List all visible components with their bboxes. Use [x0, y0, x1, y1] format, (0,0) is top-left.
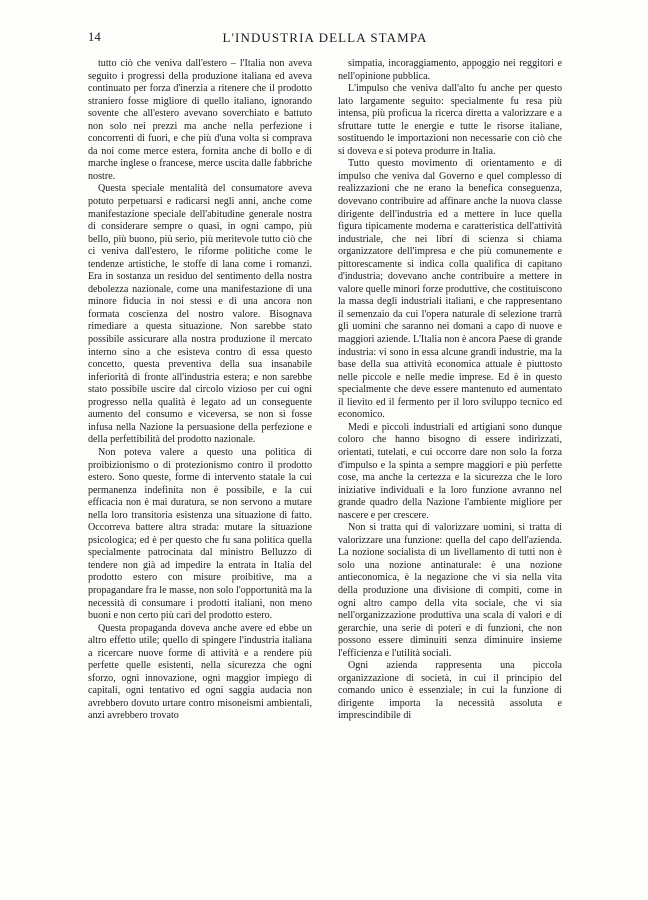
- paragraph: Questa speciale mentalità del consumatore aveva potuto perpetuarsi e radicarsi negli anni, anche come manifestazione speciale dell'abitudine generale nostra di considerare sempre o quasi, in ogni campo, più bello, più buono, più serio, più meritevole tutto ciò che ci veniva dall'estero, le riforme politiche come le tendenze artistiche, le stoffe di lana come i romanzi. Era in sostanza un residuo del sentimento della nostra debolezza nazionale, come una manifestazione di una minore fiducia in noi stessi e di una ancora non formata coscienza del nostro valore. Bisognava rimediare a questa situazione. Non sarebbe stato possibile assicurare alla nostra produzione il mercato interno sino a che esisteva contro di essa questo concetto, questa preventiva della sua insanabile inferiorità di fronte all'industria estera; e non sarebbe stato possibile uscire dal circolo vizioso per cui ogni progresso nella qualità è legato ad un conseguente aumento del consumo e viceversa, se non si fosse infusa nella Nazione la persuasione della perfezione e della perfettibilità del prodotto nazionale.: [88, 183, 312, 446]
- paragraph: L'impulso che veniva dall'alto fu anche per questo lato largamente seguito: specialmente fu resa più intensa, più proficua la ricerca diretta a valorizzare e a sfruttare tutte le energie e tutte le risorse italiane, sostituendo le importazioni non necessarie con ciò che si doveva e si poteva produrre in Italia.: [338, 83, 562, 157]
- paragraph: Non poteva valere a questo una politica di proibizionismo o di protezionismo contro il prodotto estero. Sono queste, forme di intervento statale la cui permanenza indefinita non è possibile, e la cui efficacia non è mai duratura, se non servono a mutare nella loro transitoria esistenza una situazione di fatto. Occorreva battere altra strada: mutare la situazione psicologica; ed è per questo che fu sana politica quella specialmente patrocinata dal ministro Belluzzo di tendere non già ad impedire la entrata in Italia del prodotto estero con misure proibitive, ma a propagandare fra le masse, non solo l'opportunità ma la necessità di consumare i prodotti italiani, non meno buoni e non certo più cari del prodotto estero.: [88, 446, 312, 622]
- paragraph: Ogni azienda rappresenta una piccola organizzazione di società, in cui il principio del comando unico è essenziale; in cui la funzione di dirigente importa la necessità assoluta e imprescindibile di: [338, 660, 562, 722]
- paragraph: Questa propaganda doveva anche avere ed ebbe un altro effetto utile; quello di spingere l'industria italiana a ricercare nuove forme di attività e a rendere più perfette quelle esistenti, nella sicurezza che ogni sforzo, ogni innovazione, ogni maggior impiego di capitali, ogni tentativo ed ogni saggia audacia non avrebbero dovuto urtare contro misoneismi ambientali, anzi avrebbero trovato: [88, 622, 312, 722]
- paragraph: Non si tratta qui di valorizzare uomini, si tratta di valorizzare una funzione: quella del capo dell'azienda. La nozione socialista di un livellamento di tutti non è solo una nozione antinaturale: è una nozione antieconomica, è la negazione che vi sia nella vita della produzione una divisione di compiti, come in ogni altro campo della vita sociale, che vi sia nell'organizzazione produttiva una scala di valori e di gerarchie, una serie di poteri e di funzioni, che non possono essere diminuiti senza diminuire insieme l'efficienza e l'utilità sociali.: [338, 522, 562, 659]
- paragraph: Medi e piccoli industriali ed artigiani sono dunque coloro che hanno bisogno di essere indirizzati, orientati, tutelati, e cui occorre dare non solo la forza d'impulso e la spinta a sempre maggiori e più perfette cose, ma anche la certezza e la sicurezza che le loro iniziative individuali e la loro funzione avranno nel grande quadro della Nazione l'ambiente migliore per nascere e per crescere.: [338, 421, 562, 521]
- page-number: 14: [88, 30, 101, 44]
- body-columns: [88, 58, 562, 858]
- left-column: [88, 58, 312, 858]
- paragraph: Tutto questo movimento di orientamento e di impulso che veniva dal Governo e quel complesso di realizzazioni che ne erano la benefica conseguenza, dovevano contribuire ad affinare anche la nuova classe dirigente dell'industria ed a mettere in luce quella figura tipicamente moderna e caratteristica dell'attività industriale, che nei libri di scienza si chiama organizzatore dell'impresa e che più comunemente e pittorescamente si indica colla qualifica di capitano d'industria; dovevano anche contribuire a mettere in valore quelle minori forze produttive, che costituiscono la massa degli industriali italiani, e che rappresentano il semenzaio da cui l'opera naturale di selezione trarrà gli uomini che saranno nei domani a capo di nuove e maggiori aziende. L'Italia non è ancora Paese di grande industria: vi sono in essa alcune grandi industrie, ma la base della sua attività economica attuale è piuttosto nelle piccole e nelle medie imprese. Ed è in questo specialmente che deve essere mantenuto ed aumentato il lievito ed il fermento per il loro sviluppo tecnico ed economico.: [338, 158, 562, 421]
- paragraph: simpatia, incoraggiamento, appoggio nei reggitori e nell'opinione pubblica.: [338, 58, 562, 82]
- paragraph: tutto ciò che veniva dall'estero – l'Italia non aveva seguito i progressi della produzione italiana ed aveva continuato per forza d'inerzia a ritenere che il prodotto straniero fosse migliore di quello italiano, ignorando sovente che all'estero avevano soverchiato e battuto non solo nei prezzi ma anche nella perfezione i concorrenti di fuori, e che più d'una volta si comprava da noi come merce estera, fornita anche di bollo e di marche inglese o francese, merce uscita dalle fabbriche nostre.: [88, 58, 312, 182]
- right-column: [338, 58, 562, 858]
- page-header: [88, 30, 562, 50]
- running-head: L'INDUSTRIA DELLA STAMPA: [222, 30, 428, 45]
